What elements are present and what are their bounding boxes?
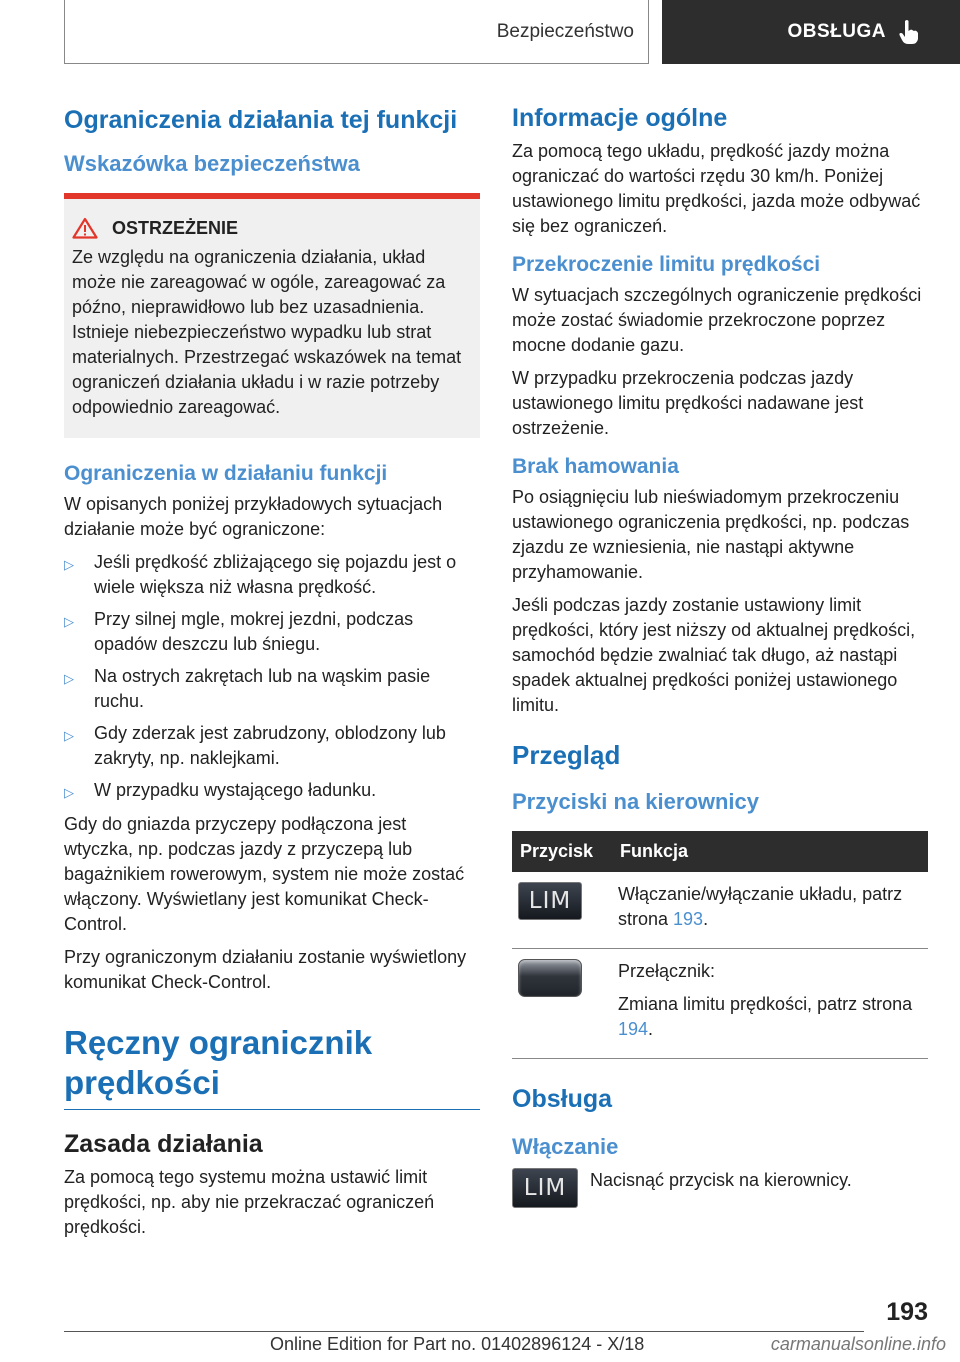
- list-item: ▷ Przy silnej mgle, mokrej jezdni, podczas opadów deszczu lub śniegu.: [64, 607, 480, 657]
- warning-text: Ze względu na ograniczenia działania, układ może nie zareagować w ogóle, zareagować za późno, nieprawidłowo lub bez uzasadnienia. Istnieje niebezpieczeństwo wypadku lub strat materialnych. Przestrzegać wskazówek na temat ograniczeń działania układu i w razie potrzeby odpowiednio zareagować.: [72, 247, 462, 417]
- list-item: ▷ W przypadku wystającego ładunku.: [64, 778, 480, 805]
- rocker-switch-icon: [518, 959, 582, 997]
- list-item: ▷ Na ostrych zakrętach lub na wąskim pasie ruchu.: [64, 664, 480, 714]
- buttons-table: [512, 831, 928, 1059]
- list-item: ▷ Gdy zderzak jest zabrudzony, oblodzony lub zakryty, np. naklejkami.: [64, 721, 480, 771]
- overview-heading: Przegląd: [512, 740, 621, 770]
- triangle-bullet-icon: ▷: [64, 728, 74, 743]
- table-cell-function: Przełącznik: Zmiana limitu prędkości, patrz strona 194.: [612, 949, 928, 1059]
- general-text: Za pomocą tego układu, prędkość jazdy można ograniczać do wartości rzędu 30 km/h. Poniżej ustawionego limitu prędkości, jazda może odbywać się bez ograniczeń.: [512, 141, 921, 236]
- footer-edition: Online Edition for Part no. 01402896124 - X/18: [270, 1334, 645, 1354]
- right-column: [512, 98, 928, 1208]
- table-header-row: [512, 831, 928, 872]
- page-number: 193: [886, 1298, 928, 1326]
- enable-heading: Włączanie: [512, 1134, 619, 1159]
- table-cell-button: [512, 949, 612, 1059]
- table-row: [512, 872, 928, 949]
- table-header-button: Przycisk: [512, 831, 612, 872]
- limits-heading: Ograniczenia w działaniu funkcji: [64, 462, 388, 485]
- triangle-bullet-icon: ▷: [64, 614, 74, 629]
- left-column: [64, 98, 480, 1248]
- warning-triangle-icon: [72, 217, 98, 239]
- header-chapter-tab: [662, 0, 960, 64]
- header-section-tab: [64, 0, 649, 64]
- trailer-paragraph: Gdy do gniazda przyczepy podłączona jest wtyczka, np. podczas jazdy z przyczepą lub bagażnikiem rowerowym, system nie może zostać włączony. Wyświetlany jest komunikat Check-Control.: [64, 814, 465, 934]
- exceed-text-2: W przypadku przekroczenia podczas jazdy ustawionego limitu prędkości nadawane jest ostrzeżenie.: [512, 368, 864, 438]
- table-header-function: Funkcja: [612, 831, 928, 872]
- triangle-bullet-icon: ▷: [64, 671, 74, 686]
- limited-paragraph: Przy ograniczonym działaniu zostanie wyświetlony komunikat Check-Control.: [64, 947, 467, 992]
- lim-button-icon: LIM: [518, 882, 582, 920]
- brake-text-1: Po osiągnięciu lub nieświadomym przekroczeniu ustawionego ograniczenia prędkości, np. podczas zjazdu ze wzniesienia, nie nastąpi aktywne przyhamowanie.: [512, 487, 910, 582]
- header-chapter-label: OBSŁUGA: [787, 21, 886, 42]
- exceed-text-1: W sytuacjach szczególnych ograniczenie prędkości może zostać świadomie przekroczone poprzez mocne dodanie gazu.: [512, 285, 922, 355]
- table-cell-button: [512, 872, 612, 949]
- warning-header: [72, 217, 470, 239]
- general-heading: Informacje ogólne: [512, 104, 728, 132]
- enable-text: Nacisnąć przycisk na kierownicy.: [590, 1170, 852, 1190]
- triangle-bullet-icon: ▷: [64, 785, 74, 800]
- heading-divider: [64, 1109, 480, 1110]
- safety-note-heading: Wskazówka bezpieczeństwa: [64, 151, 360, 176]
- header-section-label: Bezpieczeństwo: [496, 20, 634, 42]
- limits-list: [64, 550, 480, 805]
- page-link[interactable]: 193: [673, 909, 704, 929]
- watermark: carmanualsonline.info: [770, 1334, 946, 1354]
- limits-intro: W opisanych poniżej przykładowych sytuacjach działanie może być ograniczone:: [64, 494, 443, 539]
- section-title: Ograniczenia działania tej funkcji: [64, 106, 458, 134]
- buttons-heading: Przyciski na kierownicy: [512, 789, 760, 814]
- list-item: ▷ Jeśli prędkość zbliżającego się pojazdu jest o wiele większa niż własna prędkość.: [64, 550, 480, 600]
- footer-divider: [64, 1331, 864, 1332]
- operation-heading: Obsługa: [512, 1085, 613, 1113]
- page-link[interactable]: 194: [618, 1019, 649, 1039]
- enable-row: [512, 1168, 928, 1208]
- exceed-heading: Przekroczenie limitu prędkości: [512, 253, 821, 276]
- table-row: [512, 949, 928, 1059]
- principle-heading: Zasada działania: [64, 1130, 263, 1158]
- lim-button-icon: LIM: [512, 1168, 578, 1208]
- warning-box: [64, 193, 480, 438]
- brake-heading: Brak hamowania: [512, 455, 679, 478]
- manual-limiter-heading: Ręczny ogranicznik prędkości: [64, 1024, 373, 1101]
- table-cell-function: Włączanie/wyłączanie układu, patrz strona 193.: [612, 872, 928, 949]
- warning-title: OSTRZEŻENIE: [112, 217, 239, 238]
- principle-text: Za pomocą tego systemu można ustawić limit prędkości, np. aby nie przekraczać ograniczeń prędkości.: [64, 1167, 435, 1237]
- triangle-bullet-icon: ▷: [64, 557, 74, 572]
- hand-pointer-icon: [898, 19, 920, 45]
- brake-text-2: Jeśli podczas jazdy zostanie ustawiony limit prędkości, który jest niższy od aktualnej prędkości, samochód będzie zwalniać tak długo, aż nastąpi spadek aktualnej prędkości poniżej ustawionego limitu.: [512, 595, 916, 715]
